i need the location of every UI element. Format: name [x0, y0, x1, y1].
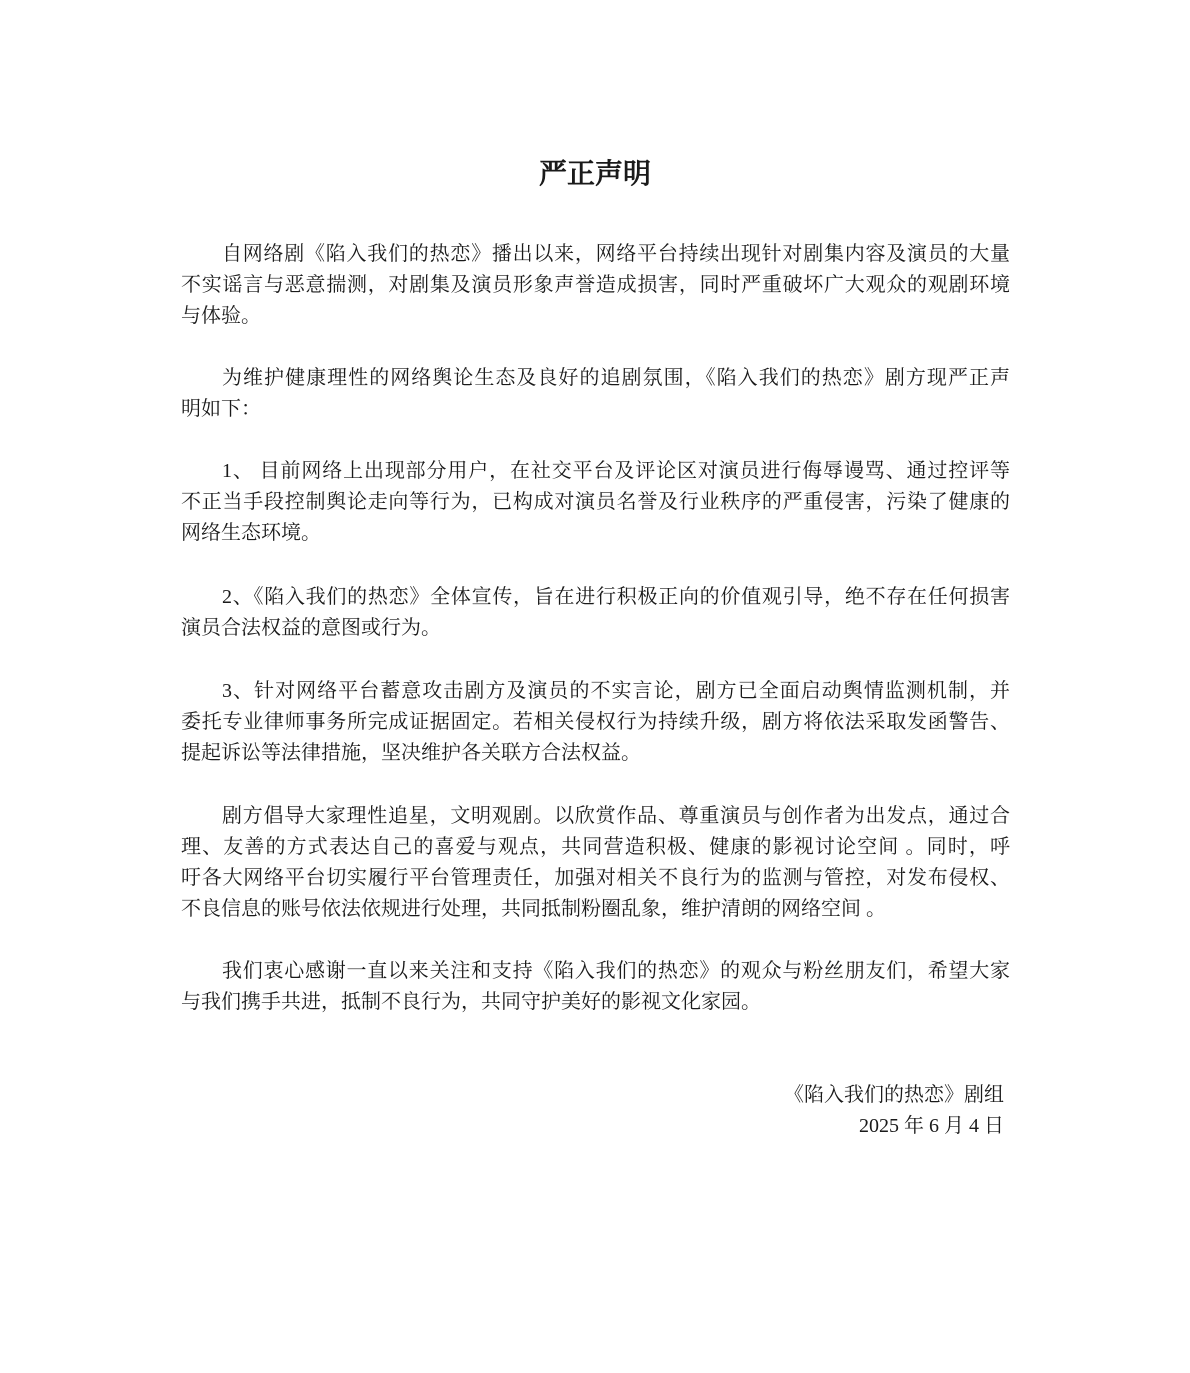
paragraph: [181, 456, 1010, 549]
paragraph-line: 理、友善的方式表达自己的喜爱与观点，共同营造积极、健康的影视讨论空间 。同时，呼: [181, 836, 1010, 858]
paragraph-line: 不实谣言与恶意揣测，对剧集及演员形象声誉造成损害，同时严重破坏广大观众的观剧环境: [181, 274, 1010, 296]
signature-org: 《陷入我们的热恋》剧组: [784, 1084, 1004, 1106]
paragraph-line: 提起诉讼等法律措施，坚决维护各关联方合法权益。: [181, 742, 641, 764]
paragraph-line: 我们衷心感谢一直以来关注和支持《陷入我们的热恋》的观众与粉丝朋友们，希望大家: [222, 960, 1010, 982]
paragraph-line: 不正当手段控制舆论走向等行为，已构成对演员名誉及行业秩序的严重侵害，污染了健康的: [181, 491, 1010, 513]
document-title: 严正声明: [538, 159, 651, 190]
paragraph-line: 网络生态环境。: [181, 522, 321, 544]
paragraph: [181, 363, 1010, 425]
paragraph: [181, 582, 1010, 644]
paragraph-line: 与体验。: [181, 305, 261, 327]
paragraph-line: 2、《陷入我们的热恋》全体宣传，旨在进行积极正向的价值观引导，绝不存在任何损害: [222, 586, 1010, 608]
paragraph: [181, 801, 1010, 925]
paragraph: [181, 239, 1010, 332]
paragraph-line: 1、 目前网络上出现部分用户，在社交平台及评论区对演员进行侮辱谩骂、通过控评等: [222, 460, 1010, 482]
paragraph-line: 为维护健康理性的网络舆论生态及良好的追剧氛围，《陷入我们的热恋》剧方现严正声: [222, 367, 1010, 389]
paragraph-line: 3、针对网络平台蓄意攻击剧方及演员的不实言论，剧方已全面启动舆情监测机制，并: [222, 680, 1010, 702]
paragraph-line: 剧方倡导大家理性追星，文明观剧。以欣赏作品、尊重演员与创作者为出发点，通过合: [222, 805, 1010, 827]
paragraph-line: 委托专业律师事务所完成证据固定。若相关侵权行为持续升级，剧方将依法采取发函警告、: [181, 711, 1010, 733]
signature-date: 2025 年 6 月 4 日: [859, 1115, 1004, 1137]
paragraph: [181, 956, 1010, 1018]
paragraph-line: 自网络剧《陷入我们的热恋》播出以来，网络平台持续出现针对剧集内容及演员的大量: [222, 243, 1010, 265]
paragraph-line: 演员合法权益的意图或行为。: [181, 617, 441, 639]
paragraph: [181, 676, 1010, 769]
paragraph-line: 与我们携手共进，抵制不良行为，共同守护美好的影视文化家园。: [181, 991, 761, 1013]
paragraph-line: 吁各大网络平台切实履行平台管理责任，加强对相关不良行为的监测与管控，对发布侵权、: [181, 867, 1010, 889]
paragraph-line: 不良信息的账号依法依规进行处理，共同抵制粉圈乱象，维护清朗的网络空间 。: [181, 898, 886, 920]
paragraph-line: 明如下：: [181, 398, 261, 420]
